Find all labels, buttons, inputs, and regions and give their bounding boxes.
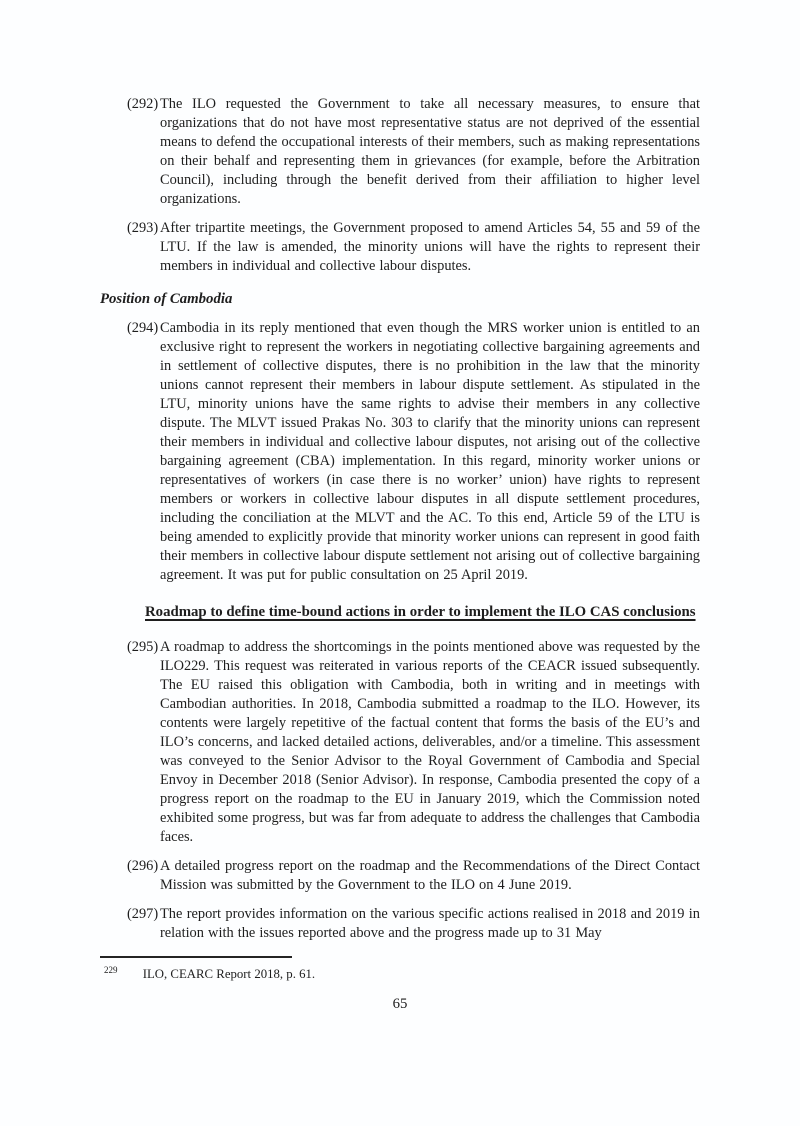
paragraph-number: (294): [127, 320, 159, 336]
section-heading-roadmap: [100, 602, 700, 624]
paragraph-text: A roadmap to address the shortcomings in the points mentioned above was requested by the ILO229. This request was reiterated in various reports of the CEACR issued subsequently. The EU raised this obligation with Cambodia, both in writing and in meetings with Cambodian authorities. In 2018, Cambodia submitted a roadmap to the ILO. However, its contents were largely repetitive of the factual content that forms the basis of the EU’s and ILO’s concerns, and lacked detailed actions, deliverables, and/or a timeline. This assessment was conveyed to the Senior Advisor to the Royal Government of Cambodia and Special Envoy in December 2018 (Senior Advisor). In response, Cambodia presented the copy of a progress report on the roadmap to the EU in January 2019, which the Commission noted exhibited some progress, but was far from adequate to address the challenges that Cambodia faces.: [160, 638, 700, 845]
section-heading-position-of-cambodia: Position of Cambodia: [100, 291, 233, 307]
paragraph-text: Cambodia in its reply mentioned that even though the MRS worker union is entitled to an exclusive right to represent the workers in negotiating collective bargaining agreements and in settlement of collective disputes, there is no prohibition in the law that the minority unions cannot represent their members in labour dispute settlement. As stipulated in the LTU, minority unions have the same rights to advise their members in any collective dispute. The MLVT issued Prakas No. 303 to clarify that the minority unions can represent their members in individual and collective labour disputes, not arising out of the collective bargaining agreement (CBA) implementation. In this regard, minority worker unions or representatives of workers (in case there is no worker’ union) have rights to represent members or workers in collective labour disputes in all dispute settlement procedures, including the conciliation at the MLVT and the AC. To this end, Article 59 of the LTU is being amended to explicitly provide that minority worker unions can represent in good faith their members in collective labour dispute settlement not arising out of collective bargaining agreement. It was put for public consultation on 25 April 2019.: [160, 320, 700, 583]
paragraph-296: [100, 857, 700, 895]
paragraph-293: [100, 219, 700, 276]
paragraph-text: After tripartite meetings, the Government proposed to amend Articles 54, 55 and 59 of the LTU. If the law is amended, the minority unions will have the rights to represent their members in individual and collective labour disputes.: [160, 220, 700, 274]
page-number: 65: [392, 996, 408, 1012]
footnote: [100, 962, 700, 983]
paragraph-number: (297): [127, 905, 159, 922]
section-heading-roadmap-text: Roadmap to define time-bound actions in order to implement the ILO CAS conclusions: [145, 604, 696, 620]
footnote-text: ILO, CEARC Report 2018, p. 61.: [142, 967, 316, 981]
footnote-divider: [100, 956, 292, 958]
paragraph-text: The report provides information on the various specific actions realised in 2018 and 2019 in relation with the issues reported above and the progress made up to 31 May: [160, 905, 700, 941]
paragraph-number: (293): [127, 220, 159, 236]
paragraph-295: [100, 638, 700, 847]
footnote-marker: 229: [104, 965, 118, 975]
paragraph-number: (296): [127, 857, 159, 874]
paragraph-number: (295): [127, 638, 159, 655]
paragraph-292: [100, 95, 700, 209]
paragraph-text: A detailed progress report on the roadmap and the Recommendations of the Direct Contact Mission was submitted by the Government to the ILO on 4 June 2019.: [160, 857, 700, 893]
paragraph-number: (292): [127, 96, 159, 112]
paragraph-294: [100, 319, 700, 585]
paragraph-text: The ILO requested the Government to take all necessary measures, to ensure that organizations that do not have most representative status are not deprived of the essential means to defend the occupational interests of their members, such as making representations on their behalf and representing them in grievances (for example, before the Arbitration Council), including through the benefit derived from their affiliation to higher level organizations.: [160, 96, 700, 207]
paragraph-297: [100, 905, 700, 943]
page-content: [100, 95, 700, 953]
